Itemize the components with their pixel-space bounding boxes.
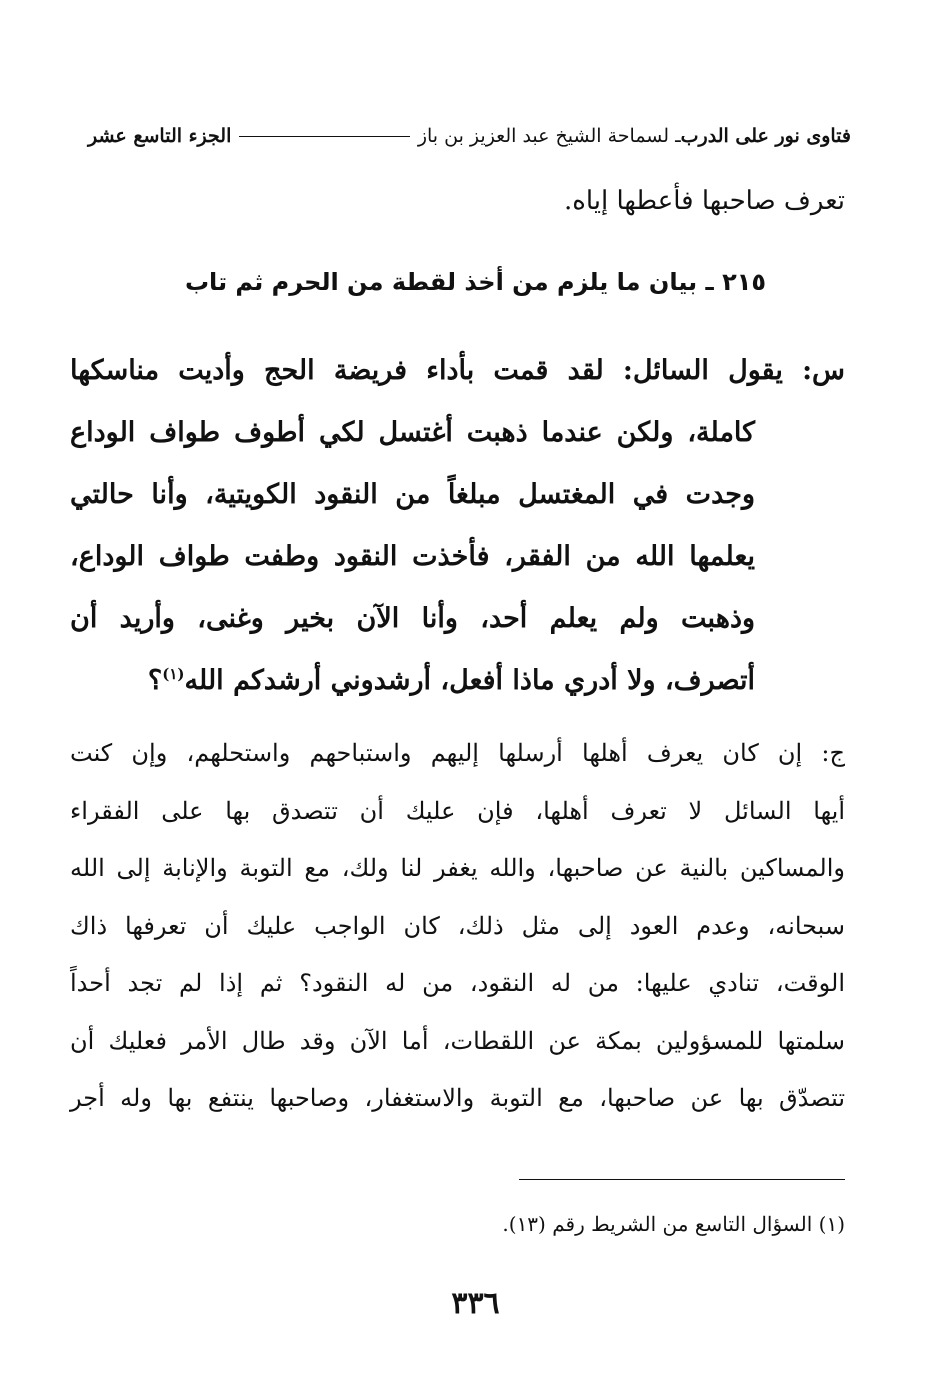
question-last-line: [70, 650, 755, 712]
header-rule: [239, 136, 409, 137]
header-author: ـ لسماحة الشيخ عبد العزيز بن باز: [417, 125, 681, 147]
header-book-title: فتاوى نور على الدرب: [680, 125, 851, 147]
section-heading: ٢١٥ ـ بيان ما يلزم من أخذ لقطة من الحرم ثم تاب: [184, 268, 767, 296]
answer-line: ج: إن كان يعرف أهلها أرسلها إليهم واستباحهم واستحلهم، وإن كنت: [70, 739, 845, 767]
answer-line: سلمتها للمسؤولين بمكة عن اللقطات، أما الآن وقد طال الأمر فعليك أن: [70, 1026, 845, 1055]
footnote-rule: [519, 1179, 845, 1180]
footnote: (١) السؤال التاسع من الشريط رقم (١٣).: [502, 1212, 845, 1236]
header-part: الجزء التاسع عشر: [88, 125, 232, 147]
page-number: ٣٣٦: [451, 1286, 500, 1321]
question-line: س: يقول السائل: لقد قمت بأداء فريضة الحج وأديت مناسكها: [70, 355, 845, 386]
footnote-marker: (١): [162, 665, 185, 683]
header-author-group: [231, 125, 680, 147]
question-line: كاملة، ولكن عندما ذهبت أغتسل لكي أطوف طواف الوداع: [70, 417, 755, 448]
answer-line: والمساكين بالنية عن صاحبها، والله يغفر لنا ولك، مع التوبة والإنابة إلى الله: [70, 854, 845, 882]
running-header: [88, 118, 851, 154]
question-line: وذهبت ولم يعلم أحد، وأنا الآن بخير وغنى، وأريد أن: [70, 603, 755, 634]
answer-block: [70, 725, 845, 1128]
question-line: يعلمها الله من الفقر، فأخذت النقود وطفت طواف الوداع،: [70, 541, 755, 572]
question-end-mark: ؟: [147, 665, 163, 696]
question-line: أتصرف، ولا أدري ماذا أفعل، أرشدوني أرشدكم الله: [184, 665, 755, 696]
question-line: وجدت في المغتسل مبلغاً من النقود الكويتية، وأنا حالتي: [70, 479, 755, 510]
question-block: [70, 340, 845, 712]
answer-line: الوقت، تنادي عليها: من له النقود، من له النقود؟ ثم إذا لم تجد أحداً: [70, 969, 845, 997]
answer-line: تتصدّق بها عن صاحبها، مع التوبة والاستغفار، وصاحبها ينتفع بها وله أجر: [70, 1084, 845, 1112]
continued-text: تعرف صاحبها فأعطها إياه.: [563, 186, 845, 216]
answer-line: أيها السائل لا تعرف أهلها، فإن عليك أن تتصدق بها على الفقراء: [70, 796, 845, 825]
answer-line: سبحانه، وعدم العود إلى مثل ذلك، كان الواجب عليك أن تعرفها ذاك: [70, 911, 845, 940]
